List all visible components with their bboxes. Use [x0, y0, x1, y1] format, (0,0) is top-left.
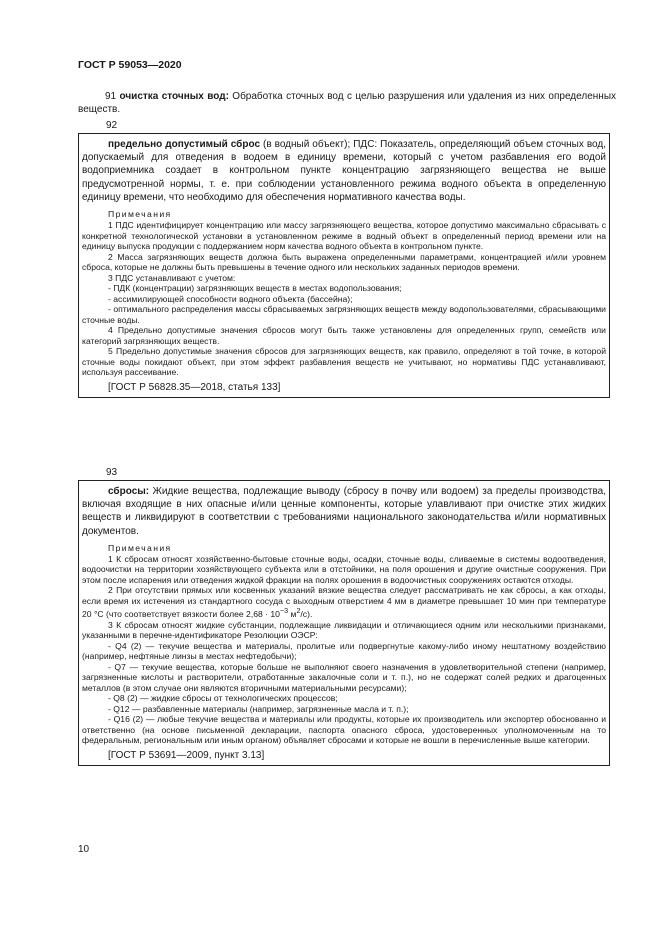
note-item: - Q12 — разбавленные материалы (например, загрязненные масла и т. п.);	[108, 703, 409, 714]
page-number: 10	[78, 844, 90, 855]
term-definition: Обработка сточных вод с целью разрушения или удаления из них определенных веществ.	[78, 91, 617, 115]
term-91	[78, 91, 616, 116]
source-reference: [ГОСТ Р 56828.35—2018, статья 133]	[108, 381, 281, 393]
term-92-definition: предельно допустимый сброс (в водный объект); ПДС: Показатель, определяющий объем сточных вод, допускаемый для отведения в водоем в единицу времени, который с учетом разбавления его водой водоприемника создает в контрольном пункте концентрацию загрязняющего вещества не выше предусмотренной нормы, т. е. при соблюдении установленного режима водного объекта в определенную единицу времени, что необходимо для обеспечения нормативного качества воды.	[82, 139, 607, 203]
term-number: 91	[105, 91, 117, 102]
notes-list	[82, 220, 606, 378]
notes-title: Примечания	[108, 542, 172, 553]
note-item: 2 Масса загрязняющих веществ должна быть выражена определенными параметрами, концентрацией и/или уровнем сброса, которые не должны быть превышены в течение одного или нескольких заданных периодов времени.	[82, 251, 606, 273]
note-item: - ассимилирующей способности водного объекта (бассейна);	[108, 293, 353, 304]
note-2: 2 При отсутствии прямых или косвенных указаний вязкие вещества следует рассматривать не как сбросы, а как отходы, если время их истечения из стандартного сосуда с выходным отверстием 4 мм в диаметре превышает 10 мин при температуре 20 °С (что соответствует вязкости более $2,68 \cdot 10^{-3}$ $м^2/с$).	[82, 585, 606, 620]
term-93-definition: сбросы: Жидкие вещества, подлежащие выводу (сбросу в почву или водоем) за пределы производства, включая входящие в них опасные и/или ценные компоненты, которые улавливают при очистке этих жидких веществ и ликвидируют в соответствии с требованиями национального законодательства и/или нормативных документов.	[82, 486, 606, 537]
term-name: предельно допустимый сброс	[108, 139, 261, 150]
note-item: - Q16 (2) — любые текучие вещества и материалы или продукты, которые их производитель или экспортер обоснованно и ответственно (на основе письменной декларации, паспорта опасного сброса, удостоверенных уполномоченным на то федеральным, региональным или иным органом) объявляет сбросами и которые не вошли в перечисленные выше категории.	[82, 714, 606, 746]
term-name: очистка сточных вод:	[119, 91, 229, 102]
note-item: - ПДК (концентрации) загрязняющих веществ в местах водопользования;	[108, 283, 402, 294]
term-93-box	[78, 480, 610, 766]
note-item: - Q8 (2) — жидкие сбросы от технологических процессов;	[108, 693, 338, 704]
note-item: 4 Предельно допустимые значения сбросов могут быть также установлены для определенных групп, семейств или категорий загрязняющих веществ.	[82, 325, 606, 346]
term-name: сбросы:	[108, 486, 150, 497]
notes-title: Примечания	[108, 209, 172, 220]
term-92-box	[78, 133, 610, 398]
note-item: - оптимального распределения массы сбрасываемых загрязняющих веществ между водопользователями, сбрасывающими сточные воды.	[82, 304, 606, 325]
term-number-93: 93	[106, 467, 118, 478]
term-number-92: 92	[106, 120, 118, 131]
notes-list	[82, 620, 606, 746]
document-header: ГОСТ Р 59053—2020	[78, 59, 182, 71]
note-item: - Q7 — текучие вещества, которые больше не выполняют своего назначения в удовлетворительной степени (например, загрязненные кислоты и растворители, отработанные закалочные соли и т. п.), но не содержат солей редких и драгоценных металлов (в этом случае они являются вторичными материальными ресурсами);	[82, 661, 606, 693]
note-item: - Q4 (2) — текучие вещества и материалы, пролитые или подвергнутые какому-либо иному нештатному воздействию (например, нефтяные линзы в местах нефтедобычи);	[82, 640, 606, 662]
note-item: 3 К сбросам относят жидкие субстанции, подлежащие ликвидации и отличающиеся одним или несколькими признаками, указанными в перечне-идентификаторе Резолюции ОЭСР:	[82, 619, 606, 641]
note-item: 1 ПДС идентифицирует концентрацию или массу загрязняющего вещества, которое допустимо максимально сбрасывать с конкретной технологической установки в установленном режиме в водный объект в определенный период времени или на единицу выпуска продукции с поддержанием норм качества водного объекта в контрольном пункте.	[82, 220, 606, 252]
note-item: 3 ПДС устанавливают с учетом:	[108, 272, 236, 283]
source-reference: [ГОСТ Р 53691—2009, пункт 3.13]	[108, 749, 265, 761]
note-1: 1 К сбросам относят хозяйственно-бытовые сточные воды, осадки, сточные воды, сливаемые в системы водоотведения, водоочистки на территории хозяйствующего субъекта или в отстойники, на поля орошения и другие очистные сооружения. При этом после испарения или отведения жидкой фракции на полях орошения в водоочистных сооружениях остаются отходы.	[82, 553, 606, 585]
note-item: 5 Предельно допустимые значения сбросов для загрязняющих веществ, как правило, определяют в той точке, в которой сточные воды покидают объект, при этом эффект разбавления веществ не учитывают, но нормативы ПДС устанавливают, используя рассеивание.	[82, 346, 606, 378]
